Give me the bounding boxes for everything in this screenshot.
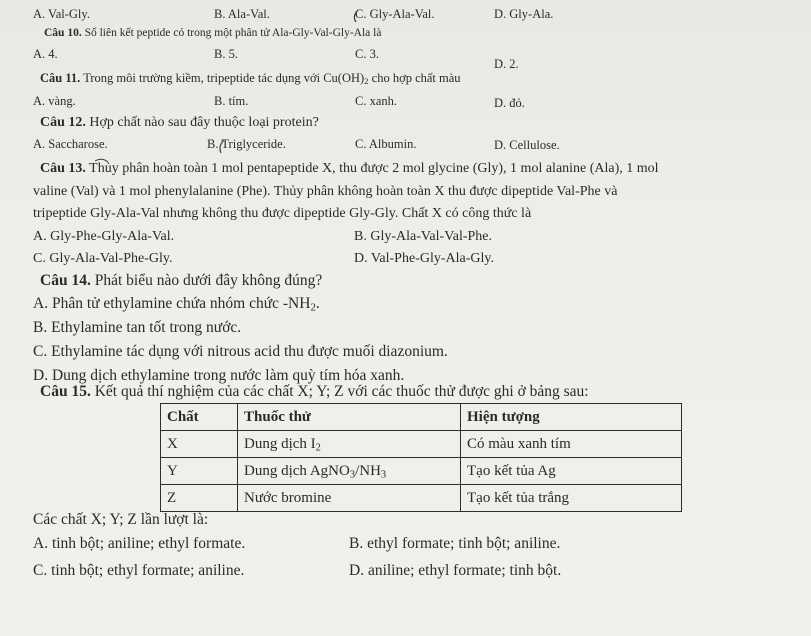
reagent-subscript: 3: [349, 469, 356, 481]
q12-option-d: D. Cellulose.: [494, 138, 560, 152]
q13-option-b: B. Gly-Ala-Val-Val-Phe.: [354, 229, 493, 244]
q12-label: Câu 12.: [40, 115, 86, 130]
q11-option-c: C. xanh.: [355, 94, 398, 108]
q11-option-a: A. vàng.: [33, 94, 76, 108]
q13-stem-line1: [40, 162, 659, 176]
q13-text-line1: Thủy phân hoàn toàn 1 mol pentapeptide X, thu được 2 mol glycine (Gly), 1 mol alanine (Ala), 1 mol: [89, 161, 659, 176]
q10-label: Câu 10.: [44, 27, 82, 39]
table-header-cell: Chất: [161, 404, 238, 431]
q10-option-b: B. 5.: [214, 47, 238, 61]
q9-option-a: A. Val-Gly.: [33, 7, 90, 21]
q12-option-a: A. Saccharose.: [33, 137, 108, 151]
q14-option-a: [33, 296, 320, 312]
q10-stem: [44, 28, 381, 40]
q14-option-c: C. Ethylamine tác dụng với nitrous acid thu được muối diazonium.: [33, 343, 448, 360]
q14-option-a-tail: .: [315, 295, 320, 312]
q13-stem-line2: valine (Val) và 1 mol phenylalanine (Phe). Thủy phân không hoàn toàn X thu được dipeptide Val-Phe và: [33, 184, 618, 199]
q12-option-b: B. Triglyceride.: [207, 137, 286, 151]
table-row: [161, 431, 682, 458]
reagent-text: Dung dịch I: [244, 435, 316, 452]
q9-option-c: C. Gly-Ala-Val.: [355, 7, 435, 21]
reagent-results-table: [160, 403, 682, 512]
table-cell: X: [161, 431, 238, 458]
q15-option-a: A. tinh bột; aniline; ethyl formate.: [33, 535, 246, 552]
table-cell: Nước bromine: [238, 485, 461, 512]
table-cell: [238, 458, 461, 485]
table-row: [161, 485, 682, 512]
q9-option-d: D. Gly-Ala.: [494, 7, 554, 21]
q13-option-d: D. Val-Phe-Gly-Ala-Gly.: [354, 251, 494, 266]
q13-label: Câu 13.: [40, 161, 86, 176]
table-cell: [238, 431, 461, 458]
table-cell: Z: [161, 485, 238, 512]
q12-stem: [40, 116, 319, 130]
table-header-cell: Hiện tượng: [461, 404, 682, 431]
q12-option-c: C. Albumin.: [355, 137, 417, 151]
q11-tail: cho hợp chất màu: [368, 71, 461, 85]
q11-text: Trong môi trường kiềm, tripeptide tác dụng với Cu(OH): [83, 71, 365, 85]
table-cell: Có màu xanh tím: [461, 431, 682, 458]
q10-option-a: A. 4.: [33, 47, 58, 61]
q9-option-b: B. Ala-Val.: [214, 7, 270, 21]
table-cell: Tạo kết tủa Ag: [461, 458, 682, 485]
q10-text: Số liên kết peptide có trong một phân tử Ala-Gly-Val-Gly-Ala là: [84, 27, 382, 39]
table-row: [161, 458, 682, 485]
table-header-cell: Thuốc thử: [238, 404, 461, 431]
q15-question: Các chất X; Y; Z lần lượt là:: [33, 511, 209, 528]
q14-option-a-subscript: 2: [310, 301, 316, 314]
reagent-text: Dung dịch AgNO: [244, 462, 350, 479]
q10-option-d: D. 2.: [494, 57, 519, 71]
reagent-subscript: 3: [380, 469, 387, 481]
q11-stem: [40, 72, 461, 85]
q13-option-a: A. Gly-Phe-Gly-Ala-Val.: [33, 229, 175, 244]
q14-label: Câu 14.: [40, 272, 91, 289]
q10-option-c: C. 3.: [355, 47, 379, 61]
q14-option-b: B. Ethylamine tan tốt trong nước.: [33, 319, 242, 336]
table-cell: Y: [161, 458, 238, 485]
q14-option-d: D. Dung dịch ethylamine trong nước làm quỳ tím hóa xanh.: [33, 367, 405, 384]
q14-text: Phát biểu nào dưới đây không đúng?: [94, 272, 323, 289]
q11-option-d: D. đỏ.: [494, 96, 525, 110]
reagent-text: /NH: [355, 462, 381, 479]
q15-text: Kết quả thí nghiệm của các chất X; Y; Z với các thuốc thử được ghi ở bảng sau:: [94, 383, 589, 400]
q12-text: Hợp chất nào sau đây thuộc loại protein?: [89, 115, 319, 130]
q14-stem: [40, 273, 322, 289]
q15-stem: [40, 384, 589, 400]
q11-subscript: 2: [364, 76, 369, 87]
q15-label: Câu 15.: [40, 383, 91, 400]
table-cell: Tạo kết tủa trắng: [461, 485, 682, 512]
q15-option-b: B. ethyl formate; tinh bột; aniline.: [349, 535, 561, 552]
q11-option-b: B. tím.: [214, 94, 249, 108]
q14-option-a-text: A. Phân tử ethylamine chứa nhóm chức -NH: [33, 295, 311, 312]
q13-stem-line3: tripeptide Gly-Ala-Val nhưng không thu được dipeptide Gly-Gly. Chất X có công thức là: [33, 206, 532, 221]
reagent-subscript: 2: [315, 442, 321, 454]
table-header-row: [161, 404, 682, 431]
q15-option-c: C. tinh bột; ethyl formate; aniline.: [33, 562, 245, 579]
q13-option-c: C. Gly-Ala-Val-Phe-Gly.: [33, 251, 173, 266]
q11-label: Câu 11.: [40, 71, 81, 85]
q15-option-d: D. aniline; ethyl formate; tinh bột.: [349, 562, 562, 579]
